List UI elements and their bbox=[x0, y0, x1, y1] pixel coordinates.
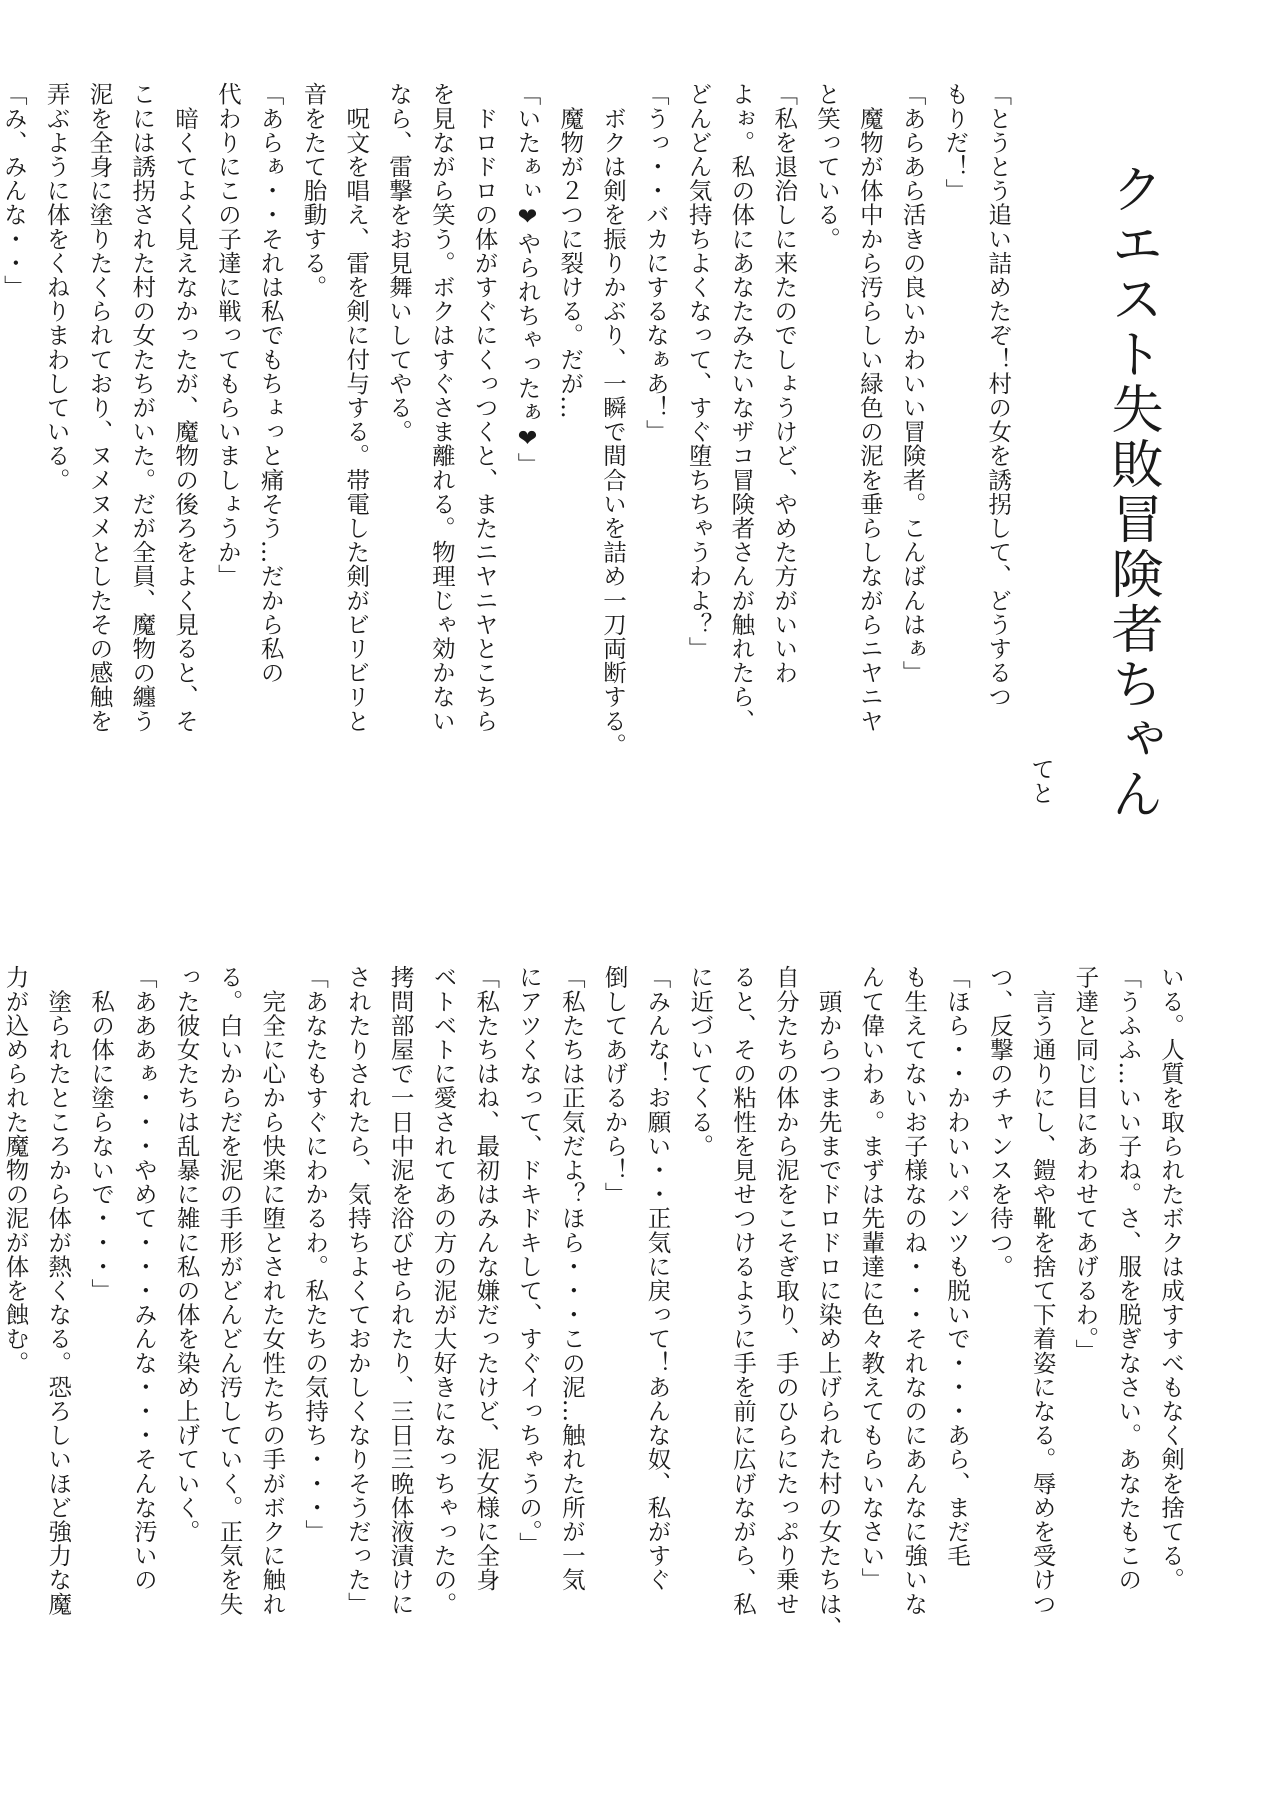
text-column: こには誘拐された村の女たちがいた。だが全員、魔物の纏う bbox=[128, 82, 157, 733]
text-block-top bbox=[0, 82, 1062, 850]
text-column: 私の体に塗らないで・・・」 bbox=[87, 965, 116, 1303]
text-column: ベトベトに愛されてあの方の泥が大好きになっちゃったの。 bbox=[429, 965, 458, 1616]
text-column: 「私たちはね、最初はみんな嫌だったけど、泥女様に全身 bbox=[472, 965, 501, 1592]
text-column: 泥を全身に塗りたくられており、ヌメヌメとしたその感触を bbox=[85, 82, 114, 733]
text-column: に近づいてくる。 bbox=[686, 965, 715, 1158]
text-column: 「あらあら活きの良いかわいい冒険者。こんばんはぁ」 bbox=[898, 82, 927, 685]
text-column: 言う通りにし、鎧や靴を捨て下着姿になる。辱めを受けつ bbox=[1028, 965, 1057, 1616]
text-column: ドロドロの体がすぐにくっつくと、またニヤニヤとこちら bbox=[470, 82, 499, 733]
text-column: を見ながら笑う。ボクはすぐさま離れる。物理じゃ効かない bbox=[427, 82, 456, 733]
text-column: 「あらぁ・・それは私でもちょっと痛そう…だから私の bbox=[256, 82, 285, 685]
text-column: てと bbox=[1027, 82, 1055, 805]
text-column: つ、反撃のチャンスを待つ。 bbox=[985, 965, 1014, 1279]
text-column: んて偉いわぁ。まずは先輩達に色々教えてもらいなさい」 bbox=[857, 965, 886, 1592]
text-column: 「あなたもすぐにわかるわ。私たちの気持ち・・・」 bbox=[301, 965, 330, 1544]
text-column: 弄ぶように体をくねりまわしている。 bbox=[42, 82, 71, 492]
text-column: ると、その粘性を見せつけるように手を前に広げながら、私 bbox=[729, 965, 758, 1616]
text-column: されたりされたら、気持ちよくておかしくなりそうだった」 bbox=[343, 965, 372, 1616]
text-column: 音をたて胎動する。 bbox=[299, 82, 328, 299]
text-column: いる。人質を取られたボクは成すすべもなく剣を捨てる。 bbox=[1157, 965, 1185, 1592]
text-column: も生えてないお子様なのね・・・それなのにあんなに強いな bbox=[900, 965, 929, 1616]
text-column: 「私たちは正気だよ？ほら・・・この泥…触れた所が一気 bbox=[557, 965, 586, 1592]
text-column: 魔物が２つに裂ける。だが… bbox=[556, 82, 585, 420]
text-column: 塗られたところから体が熱くなる。恐ろしいほど強力な魔 bbox=[44, 965, 73, 1616]
text-column: る。白いからだを泥の手形がどんどん汚していく。正気を失 bbox=[215, 965, 244, 1616]
text-column: 「うっ・・バカにするなぁあ！」 bbox=[641, 82, 670, 444]
text-column: 拷問部屋で一日中泥を浴びせられたり、三日三晩体液漬けに bbox=[386, 965, 415, 1616]
text-column: もりだ！」 bbox=[941, 82, 970, 203]
text-column: 子達と同じ目にあわせてあげるわ。」 bbox=[1071, 965, 1100, 1363]
text-column: 「あああぁ・・・やめて・・・みんな・・・そんな汚いの bbox=[129, 965, 158, 1592]
text-column: った彼女たちは乱暴に雑に私の体を染め上げていく。 bbox=[172, 965, 201, 1544]
text-column: ボクは剣を振りかぶり、一瞬で間合いを詰め一刀両断する。 bbox=[599, 82, 628, 757]
text-column: 「み、みんな・・」 bbox=[0, 82, 28, 299]
text-column: 完全に心から快楽に堕とされた女性たちの手がボクに触れ bbox=[258, 965, 287, 1616]
text-column: 「うふふ…いい子ね。さ、服を脱ぎなさい。あなたもこの bbox=[1114, 965, 1143, 1592]
text-column: と笑っている。 bbox=[813, 82, 842, 251]
text-column: よぉ。私の体にあなたみたいなザコ冒険者さんが触れたら、 bbox=[727, 82, 756, 733]
text-column: 魔物が体中から汚らしい緑色の泥を垂らしながらニヤニヤ bbox=[855, 82, 884, 733]
text-column: 呪文を唱え、雷を剣に付与する。帯電した剣がビリビリと bbox=[342, 82, 371, 733]
text-column: 「ほら・・かわいいパンツも脱いで・・・あら、まだ毛 bbox=[943, 965, 972, 1568]
text-block-bottom bbox=[1, 965, 1192, 1735]
story-title: クエスト失敗冒険者ちゃん bbox=[1102, 162, 1162, 822]
text-column: なら、雷撃をお見舞いしてやる。 bbox=[385, 82, 414, 444]
text-column: にアツくなって、ドキドキして、すぐイっちゃうの。」 bbox=[515, 965, 544, 1556]
text-column: 頭からつま先までドロドロに染め上げられた村の女たちは、 bbox=[814, 965, 843, 1640]
text-column: 暗くてよく見えなかったが、魔物の後ろをよく見ると、そ bbox=[171, 82, 200, 733]
text-column: どんどん気持ちよくなって、すぐ堕ちちゃうわよ？」 bbox=[684, 82, 713, 661]
text-column: 「みんな！お願い・・正気に戻って！あんな奴、私がすぐ bbox=[643, 965, 672, 1592]
text-column: 「いたぁぃ❤やられちゃったぁ❤」 bbox=[513, 82, 542, 477]
text-column: 力が込められた魔物の泥が体を蝕む。 bbox=[1, 965, 30, 1375]
text-column: 「とうとう追い詰めたぞ！村の女を誘拐して、どうするつ bbox=[984, 82, 1013, 709]
text-column: 「私を退治しに来たのでしょうけど、やめた方がいいわ bbox=[770, 82, 799, 685]
text-column: 代わりにこの子達に戦ってもらいましょうか」 bbox=[213, 82, 242, 589]
text-column: 倒してあげるから！」 bbox=[600, 965, 629, 1206]
text-column: 自分たちの体から泥をこそぎ取り、手のひらにたっぷり乗せ bbox=[771, 965, 800, 1616]
